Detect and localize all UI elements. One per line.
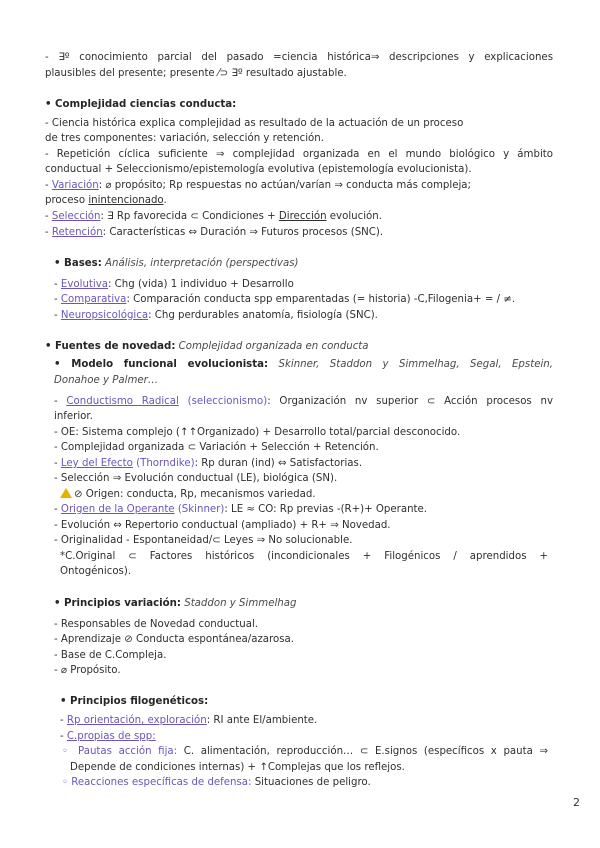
text-line — [54, 277, 562, 293]
term-ley-del-efecto: Ley del Efecto — [60, 458, 133, 469]
term-reacciones-defensa: Reacciones específicas de defensa: — [71, 777, 252, 788]
text-line: - Evolución ⇔ Repertorio conductual (ampliado) + R+ ⇒ Novedad. — [54, 520, 391, 531]
bullet: - — [45, 211, 52, 222]
term-neuropsicologica: Neuropsicológica — [60, 310, 149, 321]
text-line: de tres componentes: variación, selección y retención. — [45, 133, 324, 144]
text-line: - Complejidad organizada ⊂ Variación + Selección + Retención. — [54, 442, 379, 453]
heading-subtitle: Análisis, interpretación (perspectivas) — [101, 258, 299, 269]
definition: : Características ⇔ Duración ⇒ Futuros procesos (SNC). — [102, 227, 384, 238]
definition: : Comparación conducta spp emparentadas (= historia) -C,Filogenia+ = / ≠. — [126, 294, 516, 305]
bullet: - — [54, 458, 61, 469]
text-line: Donahoe y Palmer… — [54, 375, 159, 386]
text-line — [54, 394, 553, 410]
text-line — [54, 456, 562, 472]
text-line: - ∃º conocimiento parcial del pasado =ciencia histórica⇒ descripciones y explicaciones — [45, 52, 553, 63]
text: . — [163, 195, 167, 206]
term-retencion: Retención — [51, 227, 103, 238]
text-line: - Ciencia histórica explica complejidad as resultado de la actuación de un proceso — [45, 118, 464, 129]
text-line: - Base de C.Compleja. — [54, 650, 167, 661]
text-line: - OE: Sistema complejo (↑↑Organizado) + Desarrollo total/parcial desconocido. — [54, 427, 461, 438]
warning-text: ⊘ Origen: conducta, Rp, mecanismos variedad. — [74, 489, 316, 500]
text-line: - Selección ⇒ Evolución conductual (LE), biológica (SN). — [54, 473, 338, 484]
bullet: - — [45, 227, 52, 238]
bullet: - — [54, 279, 61, 290]
term-comparativa: Comparativa — [60, 294, 127, 305]
text-line — [45, 178, 553, 194]
subsection-heading-principios-filogeneticos: • Principios filogenéticos: — [60, 696, 209, 707]
section-heading-fuentes — [45, 339, 553, 355]
text-line: - Originalidad - Espontaneidad/⊂ Leyes ⇒ No solucionable. — [54, 535, 353, 546]
text-line: plausibles del presente; presente ⁄⊃ ∃º resultado ajustable. — [45, 68, 347, 79]
subsection-heading-modelo — [54, 357, 553, 373]
text: proceso — [45, 195, 89, 206]
term-origen-operante: Origen de la Operante — [60, 504, 175, 515]
term-note: (Thorndike) — [132, 458, 195, 469]
text-line: *C.Original ⊂ Factores históricos (incondicionales + Filogénicos / aprendidos + — [60, 551, 548, 562]
subsection-heading-principios-variacion — [54, 596, 562, 612]
definition: : Chg perdurables anatomía, fisiología (SNC). — [148, 310, 378, 321]
term-note: (Skinner) — [174, 504, 225, 515]
bullet: - — [54, 504, 61, 515]
term-variacion: Variación — [51, 180, 99, 191]
definition: : Rp duran (ind) ⇔ Satisfactorias. — [194, 458, 363, 469]
warning-icon — [60, 488, 72, 498]
term-rp-orientacion: Rp orientación, exploración — [66, 715, 207, 726]
text-line: - ⌀ Propósito. — [54, 665, 121, 676]
heading-label: • Bases: — [54, 258, 102, 269]
term-conductismo-radical: Conductismo Radical — [66, 396, 179, 407]
bullet: - — [54, 310, 61, 321]
page-number: 2 — [573, 796, 580, 809]
term-seleccion: Selección — [51, 211, 101, 222]
term-inintencionado: inintencionado — [88, 195, 164, 206]
bullet: - — [60, 715, 67, 726]
text-line — [45, 225, 553, 241]
definition: C. alimentación, reproducción… ⊂ E.signos (específicos x pauta ⇒ — [177, 746, 548, 757]
term-c-propias-spp: C.propias de spp: — [66, 731, 156, 742]
text-line: - Repetición cíclica suficiente ⇒ complejidad organizada en el mundo biológico y ámbito — [45, 149, 553, 160]
term-pautas-accion-fija: Pautas acción fija: — [78, 746, 178, 757]
text-line — [45, 193, 553, 209]
term-evolutiva: Evolutiva — [60, 279, 109, 290]
heading-label: • Modelo funcional evolucionista: — [54, 359, 269, 370]
text-line — [54, 292, 562, 308]
text-line — [54, 502, 562, 518]
heading-subtitle: Staddon y Simmelhag — [180, 598, 297, 609]
bullet: - — [54, 294, 61, 305]
text-line: inferior. — [54, 411, 93, 422]
text-line: Ontogénicos). — [60, 566, 132, 577]
definition: : RI ante El/ambiente. — [206, 715, 318, 726]
section-heading-bases — [54, 256, 562, 272]
text-line — [62, 744, 548, 760]
heading-label: • Principios variación: — [54, 598, 181, 609]
text-line: - Aprendizaje ⊘ Conducta espontánea/azarosa. — [54, 634, 295, 645]
bullet: - — [54, 396, 67, 407]
text-line — [60, 713, 568, 729]
term-direccion: Dirección — [278, 211, 327, 222]
heading-subtitle: Complejidad organizada en conducta — [175, 341, 369, 352]
text-line — [60, 729, 568, 745]
sub-bullet: ◦ — [62, 777, 72, 788]
definition: : Chg (vida) 1 individuo + Desarrollo — [108, 279, 294, 290]
definition: : LE ≈ CO: Rp previas -(R+)+ Operante. — [224, 504, 428, 515]
text-line: Depende de condiciones internas) + ↑Complejas que los reflejos. — [70, 762, 405, 773]
text-line: - Responsables de Novedad conductual. — [54, 619, 259, 630]
bullet: - — [60, 731, 67, 742]
heading-subtitle: Skinner, Staddon y Simmelhag, Segal, Epstein, — [268, 359, 553, 370]
text: evolución. — [326, 211, 382, 222]
heading-label: • Fuentes de novedad: — [45, 341, 176, 352]
text-line: conductual + Seleccionismo/epistemología evolutiva (epistemología evolucionista). — [45, 164, 472, 175]
text-line — [45, 209, 553, 225]
text-line — [60, 487, 568, 503]
definition: : Organización nv superior ⊂ Acción procesos nv — [267, 396, 553, 407]
sub-bullet: ◦ — [62, 746, 79, 757]
text-line — [54, 308, 562, 324]
definition: Situaciones de peligro. — [251, 777, 371, 788]
section-heading-complejidad: • Complejidad ciencias conducta: — [45, 99, 237, 110]
text-line — [62, 775, 570, 791]
term-note: (seleccionismo) — [178, 396, 268, 407]
bullet: - — [45, 180, 52, 191]
definition: : ∃ Rp favorecida ⊂ Condiciones + — [100, 211, 279, 222]
definition: : ⌀ propósito; Rp respuestas no actúan/varían ⇒ conducta más compleja; — [98, 180, 471, 191]
